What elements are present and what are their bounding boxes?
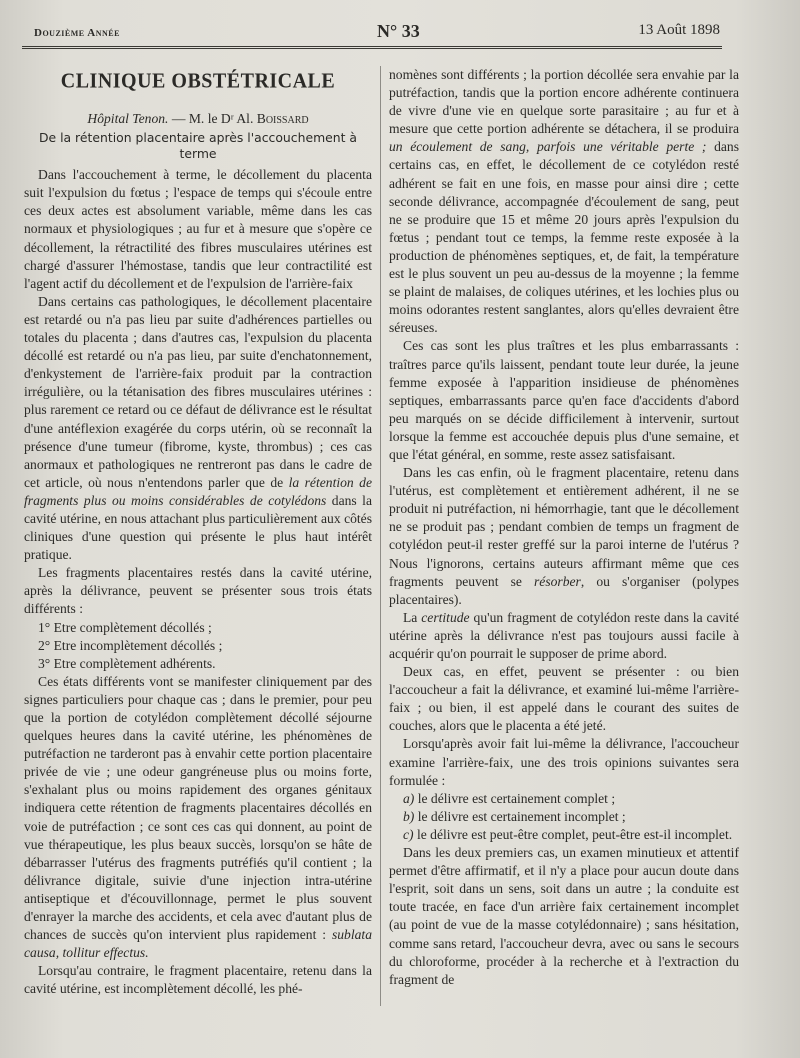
left-column	[24, 66, 372, 999]
text-run: dans la cavité utérine, en nous attachant plus particulièrement aux côtés cliniques d'une question qui présente le plus haut intérêt pratique.	[24, 492, 372, 563]
byline-author: Boissard	[256, 111, 309, 127]
text-run: Dans les cas enfin, où le fragment placentaire, retenu dans l'utérus, est complètement et entièrement adhérent, il ne se produit ni putréfaction, ni hémorrhagie, tant que le décollement ne se produit pas ; pendant combien de temps un fragment de cotylédon peut-il rester greffé sur la paroi interne de l'utérus ? Nous l'ignorons, certains auteurs affirmant même que ces fragments peuvent se	[389, 465, 739, 589]
paragraph: Deux cas, en effet, peuvent se présenter : ou bien l'accoucheur a fait la délivrance, et examiné lui-même l'arrière-faix ; ou bien, il est appelé dans le courant des suites de couches, alors que le placenta a été jeté.	[389, 664, 739, 734]
article-section-title: CLINIQUE OBSTÉTRICALE	[60, 69, 336, 93]
header-year: Douzième Année	[34, 27, 120, 39]
list-item	[389, 790, 739, 808]
italic-run: sublata causa, tollitur effectus.	[24, 927, 372, 961]
text-run: dans certains cas, en effet, le décollement de ce cotylédon resté adhérent se fait en une fois, en masse pour ainsi dire ; cette seconde délivrance, accompagnée d'écoulement de sang, peut ne se produire que 15 et même 20 jours après l'expulsion du fœtus ; pendant tout ce temps, la femme reste exposée à la production de phénomènes septiques, et, de fait, la température est le plus souvent un peu au-dessus de la moyenne ; la femme se plaint de malaises, de coliques utérines, et les lochies plus ou moins odorantes restent sanglantes, alors qu'elles devraient être séreuses.	[389, 139, 739, 336]
column-divider	[380, 66, 381, 1006]
list-item: 3° Etre complètement adhérents.	[38, 655, 216, 671]
list-label: a)	[403, 790, 415, 806]
paragraph: Lorsqu'après avoir fait lui-même la délivrance, l'accoucheur examine l'arrière-faix, une des trois opinions suivantes sera formulée :	[389, 736, 739, 788]
paragraph: Lorsqu'au contraire, le fragment placentaire, retenu dans la cavité utérine, est incomplètement décollé, les phé-	[24, 963, 372, 997]
list-item: 2° Etre incomplètement décollés ;	[38, 637, 223, 653]
paragraph: Ces cas sont les plus traîtres et les plus embarrassants : traîtres parce qu'ils laissent, pendant toute leur durée, la jeune femme exposée à l'apparition insidieuse de phénomènes septiques, embarrassants parce qu'en face d'accidents d'abord peu marqués on se décide difficilement à intervenir, surtout lorsque la femme est accouchée depuis plus d'une semaine, et que l'état général, en somme, reste assez satisfaisant.	[389, 338, 739, 462]
text-run: La	[403, 609, 422, 625]
paragraph: Dans l'accouchement à terme, le décollement du placenta suit l'expulsion du fœtus ; l'espace de temps qui s'écoule entre ces deux actes est absolument variable, même dans les cas normaux et physiologiques ; au fur et à mesure que s'opère ce décollement, la rétractilité des fibres musculaires utérines est chargé d'assurer l'hémostase, tandis que leur contractilité est l'agent actif du décollement et de l'expulsion de l'arrière-faix	[24, 167, 372, 291]
text-run: nomènes sont différents ; la portion décollée sera envahie par la putréfaction, tandis que la portion encore adhérente continuera de vivre d'une vie en quelque sorte parasitaire ; au fur et à mesure que cette portion adhérente se détachera, il se produira	[389, 67, 739, 137]
list-item: 1° Etre complètement décollés ;	[38, 619, 212, 635]
byline-place: Hôpital Tenon.	[87, 111, 169, 127]
italic-run: la rétention de fragments plus ou moins considérables de cotylédons	[24, 474, 372, 508]
paragraph: Dans les deux premiers cas, un examen minutieux et attentif permet d'être affirmatif, et il n'y a place pour aucun doute dans l'esprit, soit dans un sens, soit dans un autre ; la conduite est toute tracée, en face d'un arrière faix certainement incomplet (au point de vue de la masse cotylédonnaire) ; sans hésitation, comme sans retard, l'accoucheur devra, avec ou sans le secours du chloroforme, procéder à la recherche et à l'extraction du fragment de	[389, 845, 739, 987]
page-header	[22, 20, 722, 49]
text-run: Ces états différents vont se manifester cliniquement par des signes particuliers pour chaque cas ; dans le premier, pour peu que la portion de cotylédon complètement décollé séjourne quelques heures dans la cavité utérine, les phénomènes de putréfaction ne tarderont pas à envahir cette portion placentaire privée de vie ; une odeur gangréneuse plus ou moins forte, s'exhalant plus ou moins rapidement des organes génitaux indiquera cette rétention de fragments placentaires décollés en voie de putréfaction ; ce sont ces cas qui donnent, au point de vue thérapeutique, les plus beaux succès, lorsqu'on se hâte de débarrasser l'utérus des fragments putréfiés qu'il contient ; la délivrance digitale, suivie d'une injection intra-utérine antiseptique et d'écouvillonnage, permet le plus souvent d'enrayer la marche des accidents, et cela avec d'autant plus de chances de succès qu'on intervient plus rapidement :	[24, 673, 372, 943]
italic-run: résorber	[534, 573, 581, 589]
article-byline	[24, 110, 372, 128]
text-run: , ou s'organiser (polypes placentaires).	[389, 573, 739, 607]
list-label: c)	[403, 826, 414, 842]
text-run: Dans certains cas pathologiques, le décollement placentaire est retardé ou n'a pas lieu par suite d'adhérences partielles ou totales du placenta ; dans d'autres cas, l'expulsion du placenta décollé est retardé ou n'a pas lieu, par suite d'enchatonnement, d'enkystement de l'arrière-faix produit par la contraction irrégulière, ou la tétanisation des fibres musculaires utérines : plus rarement ce retard ou ce défaut de délivrance est le résultat d'une antéflexion exagérée du corps utérin, où se reconnaît la présence d'une tumeur (fibrome, kyste, thrombus) ; ces cas anormaux et pathologiques ne rentreront pas dans le cadre de cet article, où nous n'entendons parler que de	[24, 293, 372, 490]
list-item	[389, 808, 739, 826]
text-run: le délivre est peut-être complet, peut-être est-il incomplet.	[413, 826, 733, 842]
text-run: qu'un fragment de cotylédon reste dans la cavité utérine après la délivrance n'est pas toujours aussi facile à acquérir qu'on pourrait le supposer de prime abord.	[389, 609, 739, 661]
paragraph	[24, 673, 372, 963]
paragraph	[389, 609, 739, 663]
right-column	[389, 66, 739, 989]
header-date: 13 Août 1898	[638, 22, 720, 38]
italic-run: un écoulement de sang, parfois une véritable perte ;	[389, 139, 707, 155]
text-run: le délivre est certainement incomplet ;	[414, 808, 626, 824]
list-item	[389, 826, 739, 844]
paragraph	[389, 66, 739, 337]
text-run: le délivre est certainement complet ;	[414, 790, 616, 806]
paragraph	[389, 464, 739, 609]
article-subtitle: De la rétention placentaire après l'accouchement à terme	[38, 130, 358, 162]
paragraph: Les fragments placentaires restés dans la cavité utérine, après la délivrance, peuvent se présenter sous trois états différents :	[24, 565, 372, 617]
header-issue-number: N° 33	[377, 21, 420, 41]
list-label: b)	[403, 808, 415, 824]
byline-prefix: — M. le Dʳ Al.	[168, 111, 257, 127]
italic-run: certitude	[421, 609, 470, 625]
paragraph	[24, 293, 372, 564]
